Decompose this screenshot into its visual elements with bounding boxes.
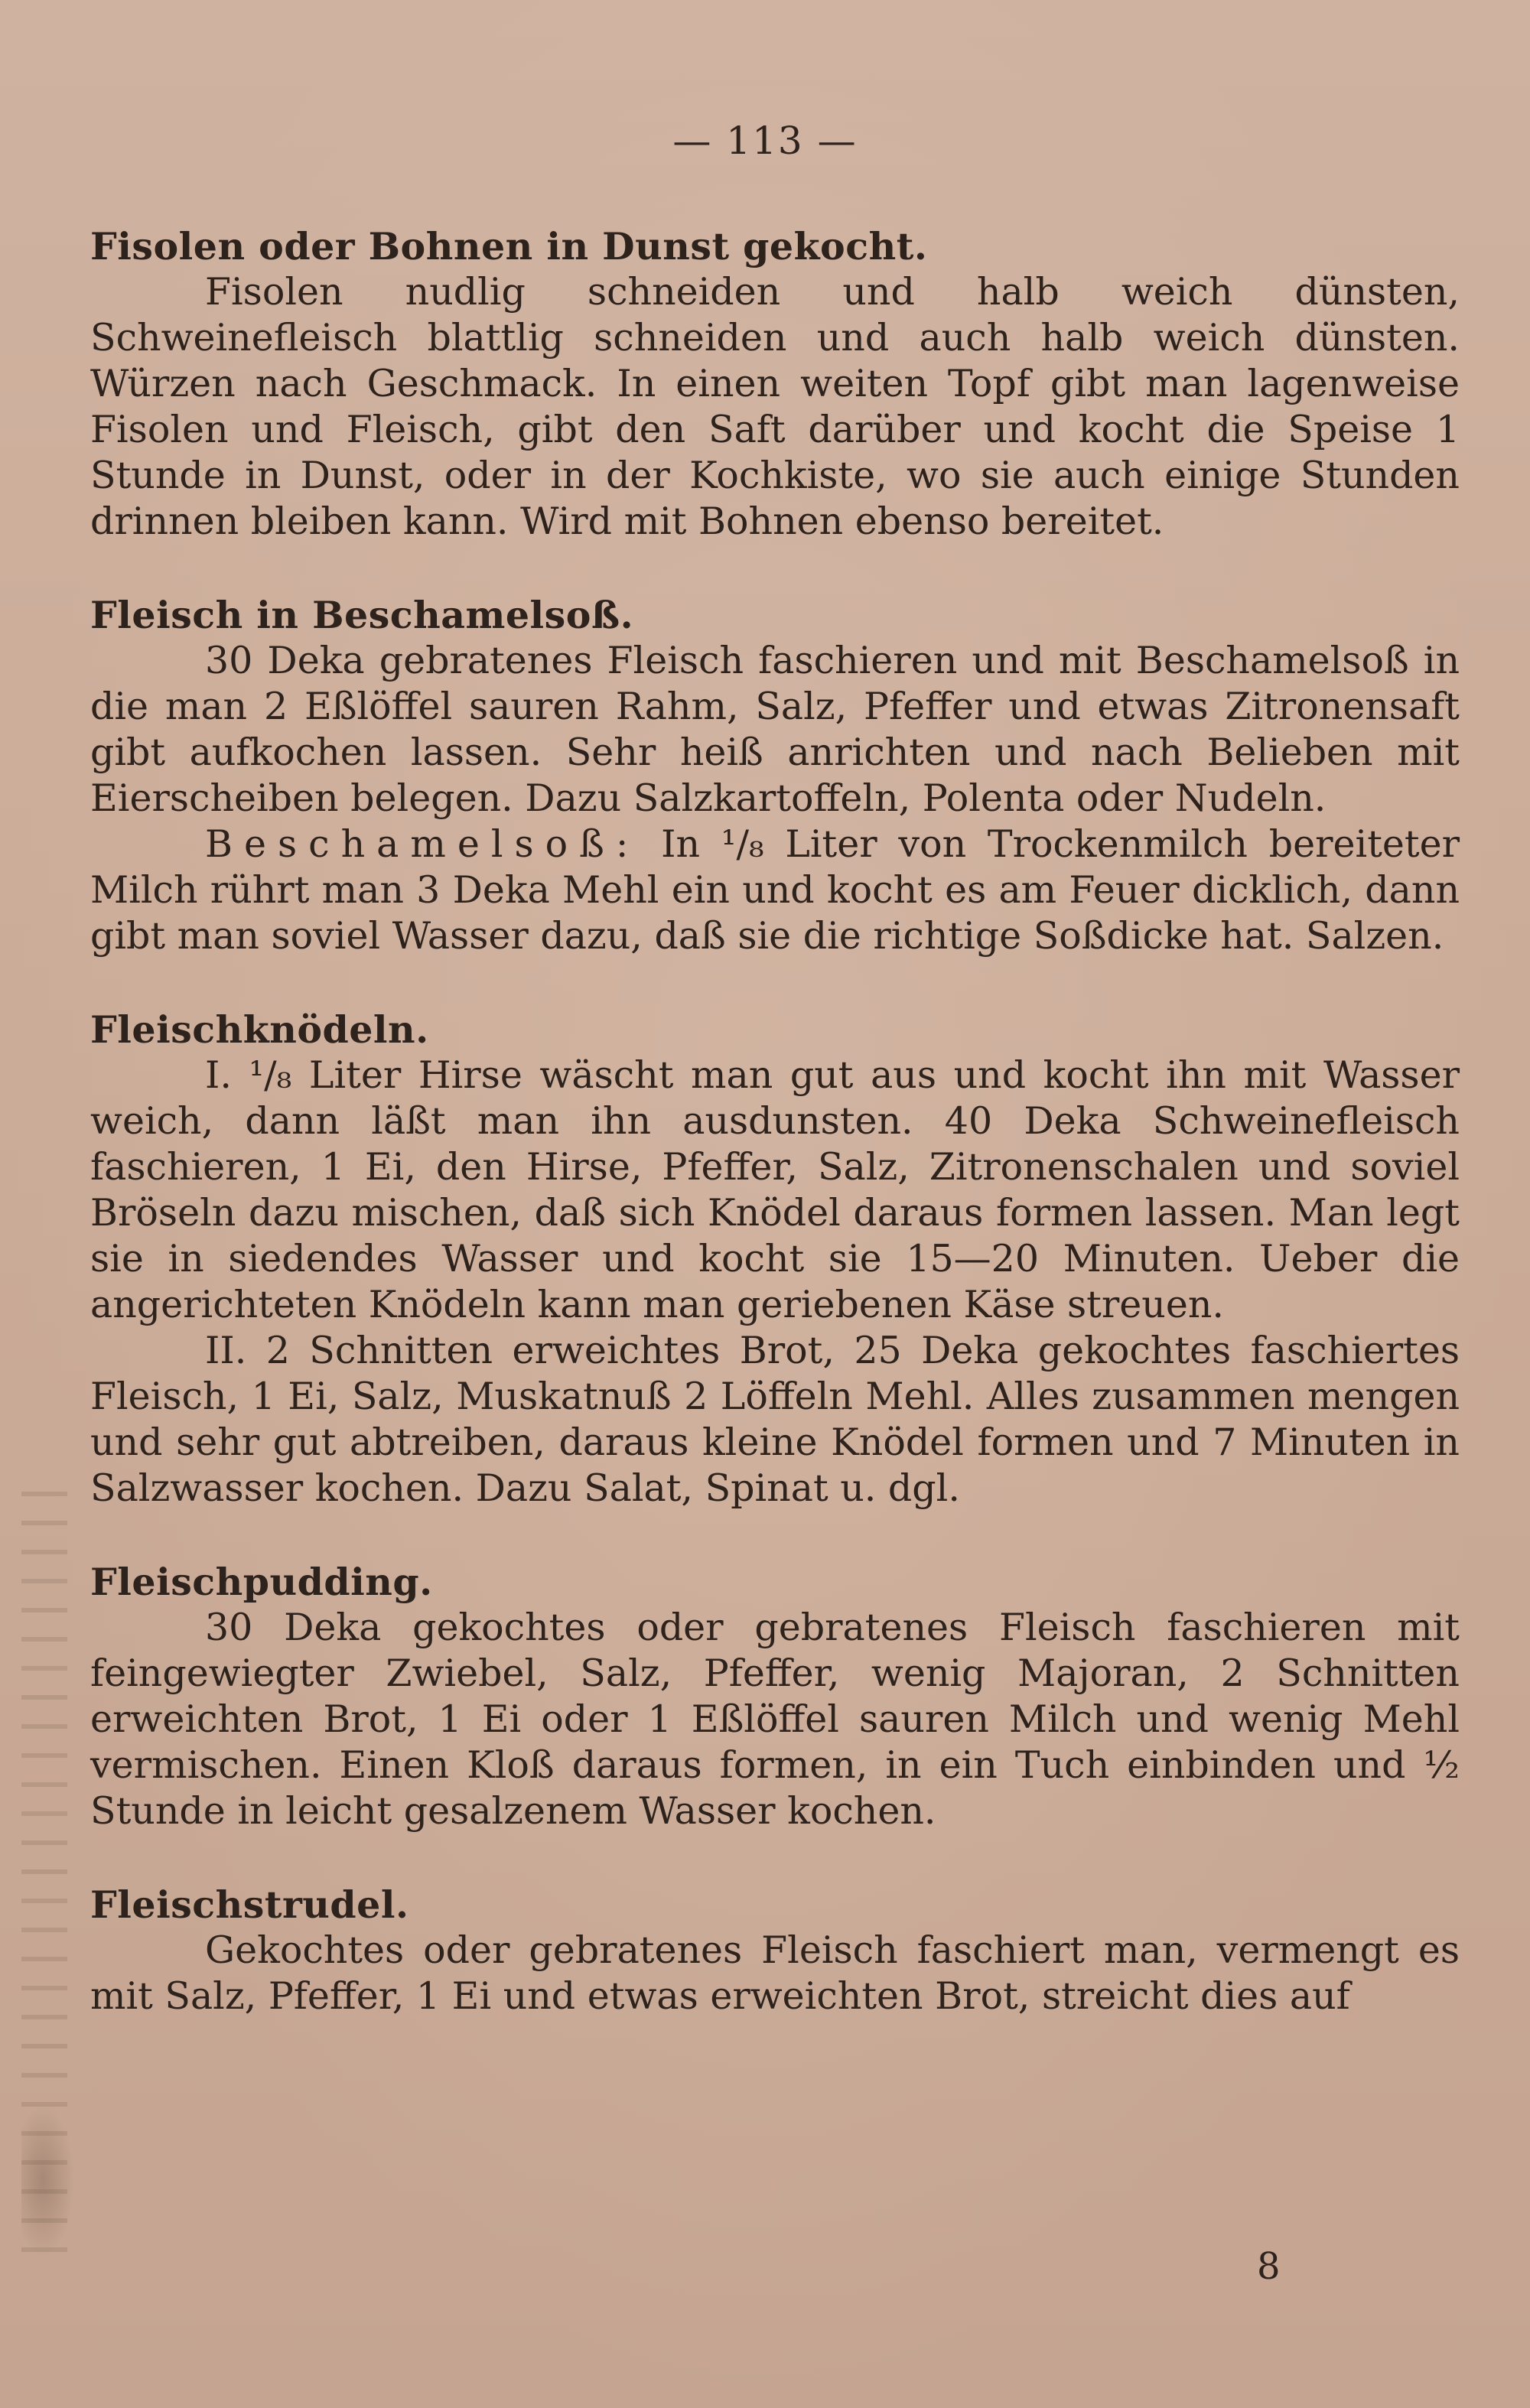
recipe-paragraph: 30 Deka gekochtes oder gebratenes Fleisch faschieren mit feingewiegter Zwiebel, Salz, Pfeffer, wenig Majoran, 2 Schnitten erweichten Brot, 1 Ei oder 1 Eßlöffel sauren Milch und wenig Mehl vermischen. Einen Kloß daraus formen, in ein Tuch einbinden und ½ Stunde in leicht gesalzenem Wasser kochen.	[90, 1606, 1460, 1833]
recipe-paragraph: Gekochtes oder gebratenes Fleisch faschiert man, vermengt es mit Salz, Pfeffer, 1 Ei und etwas erweichten Brot, streicht dies auf	[90, 1928, 1460, 2018]
recipe-note	[90, 822, 1460, 959]
recipe-fisolen	[90, 223, 1460, 545]
recipe-heading: Fleisch in Beschamelsoß.	[90, 593, 634, 637]
page-edge-stain	[21, 2104, 75, 2257]
page-number: — 113 —	[672, 119, 858, 163]
note-label: Beschamelsoß:	[205, 822, 640, 866]
recipe-fleisch-beschamel	[90, 592, 1460, 959]
recipe-text	[90, 223, 1460, 2067]
recipe-heading: Fleischknödeln.	[90, 1007, 429, 1052]
note-text: In ¹/₈ Liter von Trockenmilch bereiteter Milch rührt man 3 Deka Mehl ein und kocht es am Feuer dicklich, dann gibt man soviel Wasser dazu, daß sie die richtige Soßdicke hat. Salzen.	[90, 822, 1460, 958]
recipe-heading: Fisolen oder Bohnen in Dunst gekocht.	[90, 224, 928, 268]
recipe-fleischpudding	[90, 1559, 1460, 1834]
recipe-paragraph: 30 Deka gebratenes Fleisch faschieren und mit Beschamelsoß in die man 2 Eßlöffel sauren Rahm, Salz, Pfeffer und etwas Zitronensaft gibt aufkochen lassen. Sehr heiß anrichten und nach Belieben mit Eierscheiben belegen. Dazu Salzkartoffeln, Polenta oder Nudeln.	[90, 639, 1460, 820]
recipe-heading: Fleischstrudel.	[90, 1882, 409, 1927]
sheet-signature: 8	[1257, 2245, 1281, 2288]
recipe-fleischstrudel	[90, 1882, 1460, 2019]
recipe-fleischknoedeln	[90, 1007, 1460, 1512]
recipe-heading: Fleischpudding.	[90, 1560, 433, 1604]
recipe-paragraph: II. 2 Schnitten erweichtes Brot, 25 Deka gekochtes faschiertes Fleisch, 1 Ei, Salz, Muskatnuß 2 Löffeln Mehl. Alles zusammen mengen und sehr gut abtreiben, daraus kleine Knödel formen und 7 Minuten in Salzwasser kochen. Dazu Salat, Spinat u. dgl.	[90, 1329, 1460, 1510]
recipe-paragraph: Fisolen nudlig schneiden und halb weich dünsten, Schweinefleisch blattlig schneiden und auch halb weich dünsten. Würzen nach Geschmack. In einen weiten Topf gibt man lagenweise Fisolen und Fleisch, gibt den Saft darüber und kocht die Speise 1 Stunde in Dunst, oder in der Kochkiste, wo sie auch einige Stunden drinnen bleiben kann. Wird mit Bohnen ebenso bereitet.	[90, 270, 1460, 543]
recipe-paragraph: I. ¹/₈ Liter Hirse wäscht man gut aus und kocht ihn mit Wasser weich, dann läßt man ihn ausdunsten. 40 Deka Schweinefleisch faschieren, 1 Ei, den Hirse, Pfeffer, Salz, Zitronenschalen und soviel Bröseln dazu mischen, daß sich Knödel daraus formen lassen. Man legt sie in siedendes Wasser und kocht sie 15—20 Minuten. Ueber die angerichteten Knödeln kann man geriebenen Käse streuen.	[90, 1053, 1460, 1326]
